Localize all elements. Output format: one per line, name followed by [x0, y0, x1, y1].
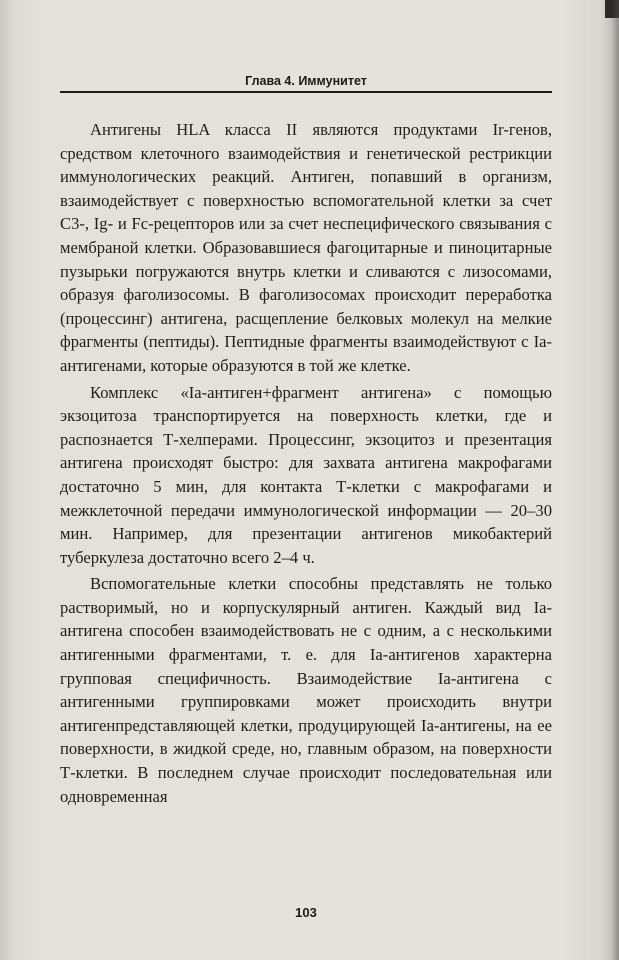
paragraph-3: Вспомогательные клетки способны представлять не только растворимый, но и корпускулярный антиген. Каждый вид Ia-антигена способен взаимодействовать не с одним, а с несколькими антигенными фрагментами, т. е. для Ia-антигенов характерна групповая специфичность. Взаимодействие Ia-антигена с антигенными группировками может происходить внутри антигенпредставляющей клетки, продуцирующей Ia-антигены, на ее поверхности, в жидкой среде, но, главным образом, на поверхности Т-клетки. В последнем случае происходит последовательная или одновременная — [60, 574, 552, 806]
running-header: Глава 4. Иммунитет — [245, 74, 367, 88]
header-rule — [60, 91, 552, 93]
paragraph-2: Комплекс «Ia-антиген+фрагмент антигена» с помощью экзоцитоза транспортируется на поверхность клетки, где и распознается Т-хелперами. Процессинг, экзоцитоз и презентация антигена происходят быстро: для захвата антигена макрофагами достаточно 5 мин, для контакта Т-клетки с макрофагами и межклеточной передачи иммунологической информации — 20–30 мин. Например, для презентации антигенов микобактерий туберкулеза достаточно всего 2–4 ч. — [60, 382, 552, 567]
body-text — [60, 118, 552, 808]
page-number: 103 — [295, 905, 317, 920]
paragraph-1: Антигены HLA класса II являются продуктами Ir-генов, средством клеточного взаимодействия и генетической рестрикции иммунологических реакций. Антиген, попавший в организм, взаимодействует с поверхностью вспомогательной клетки за счет С3-, Ig- и Fc-рецепторов или за счет неспецифического связывания с мембраной клетки. Образовавшиеся фагоцитарные и пиноцитарные пузырьки погружаются внутрь клетки и сливаются с лизосомами, образуя фаголизосомы. В фаголизосомах происходит переработка (процессинг) антигена, расщепление белковых молекул на мелкие фрагменты (пептиды). Пептидные фрагменты взаимодействуют с Ia-антигенами, которые образуются в той же клетке. — [60, 120, 552, 375]
page-edge-shadow — [611, 0, 619, 960]
